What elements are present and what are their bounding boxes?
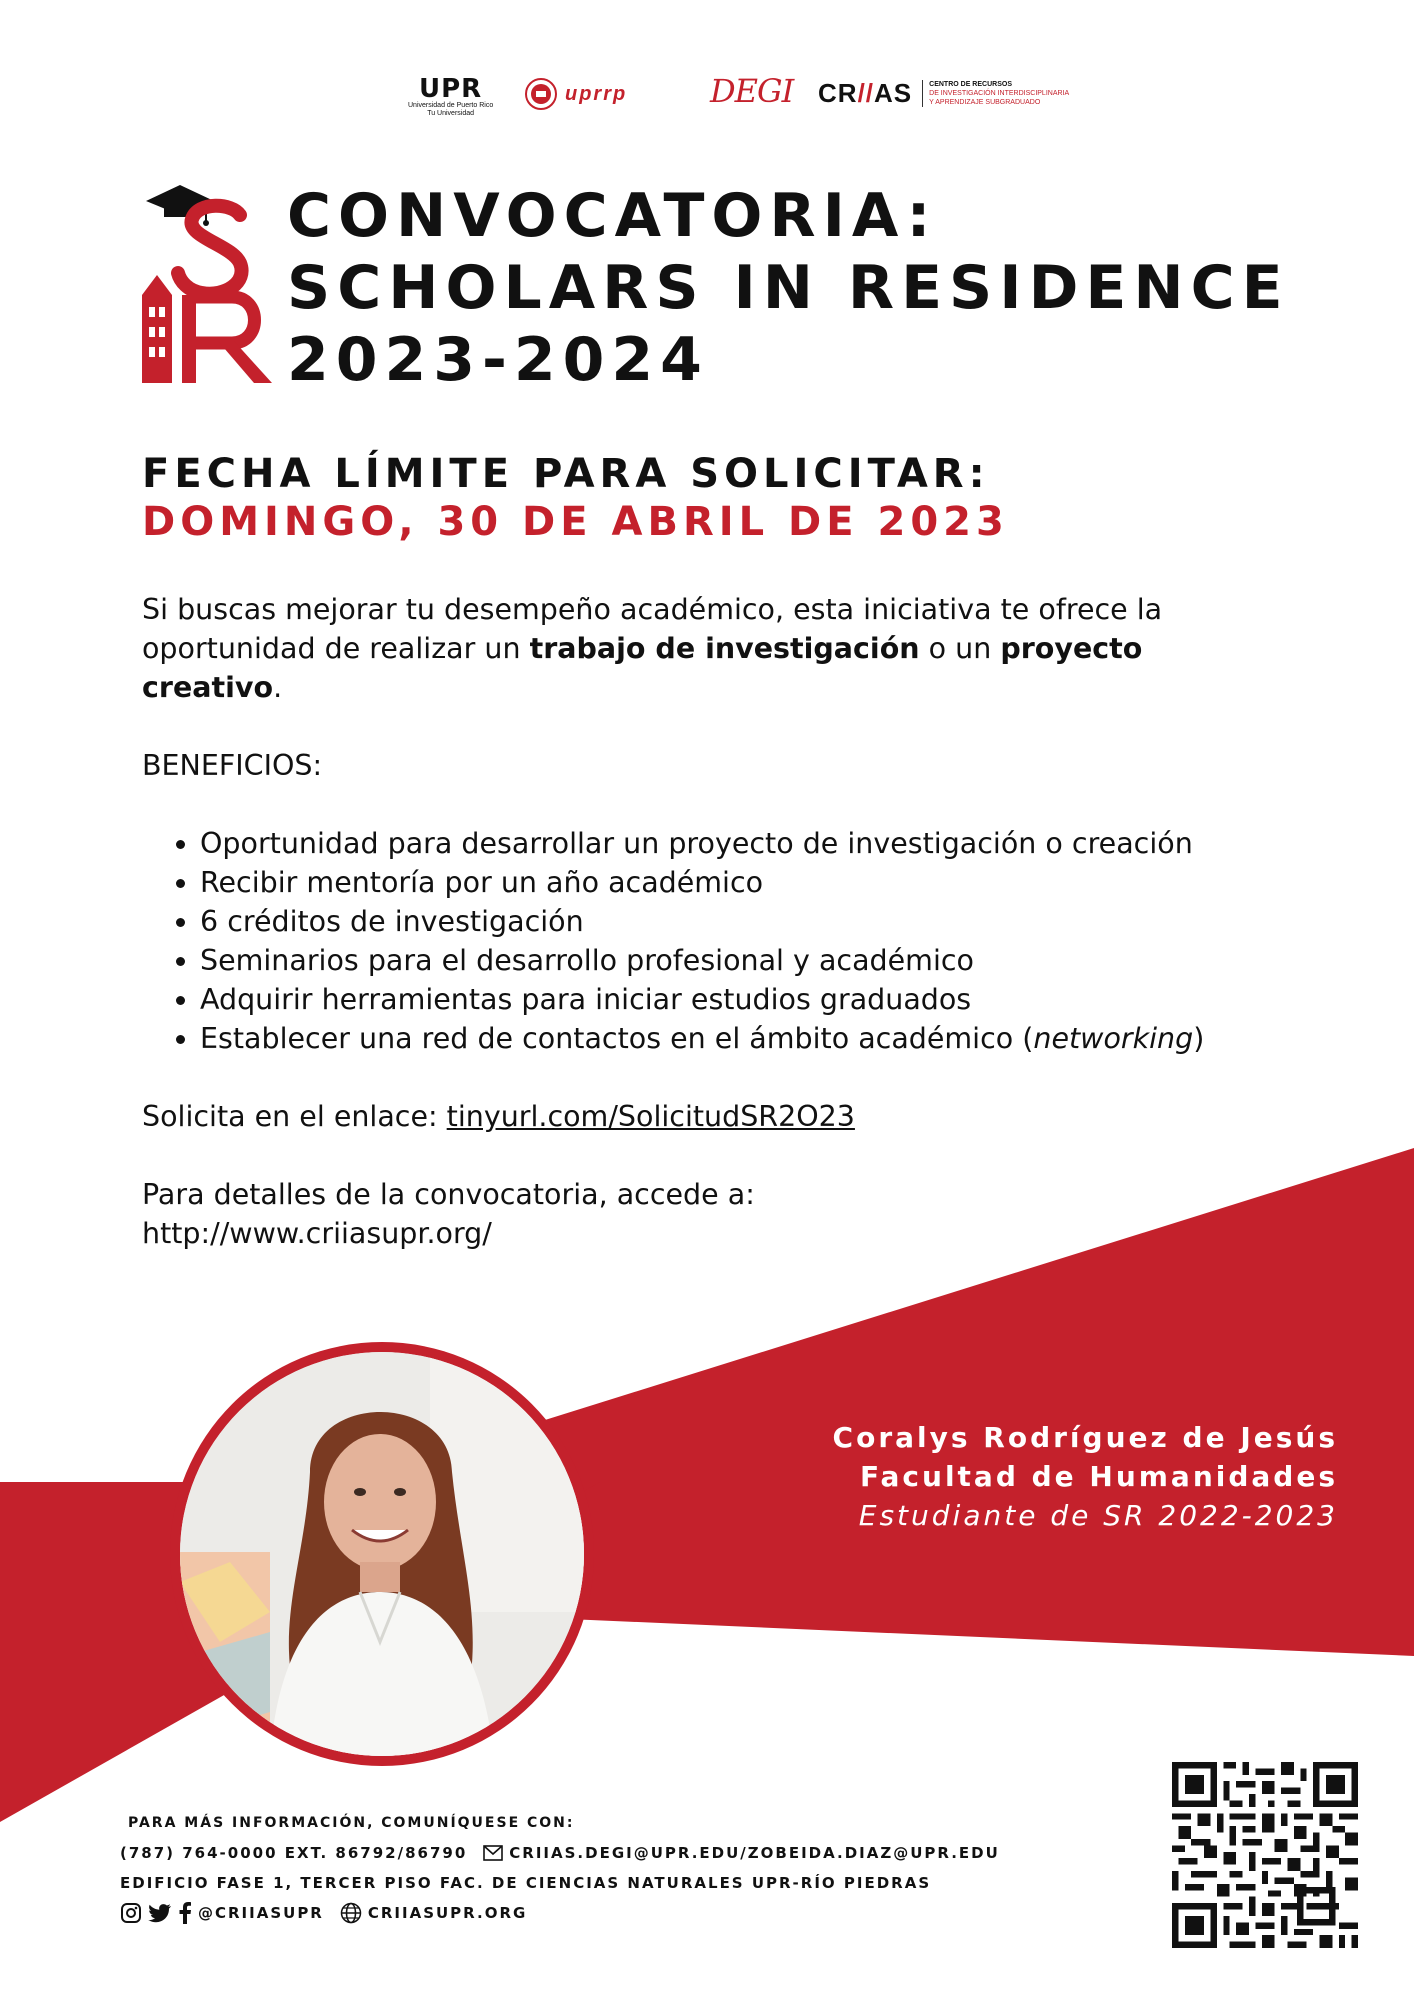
upr-logo: UPR Universidad de Puerto Rico Tu Universidad (408, 74, 494, 117)
benefits-heading: BENEFICIOS: (142, 749, 323, 782)
student-role: Estudiante de SR 2022-2023 (858, 1499, 1338, 1532)
page-title (287, 180, 1290, 396)
globe-icon (340, 1902, 362, 1924)
student-faculty: Facultad de Humanidades (860, 1460, 1338, 1493)
contact-address: EDIFICIO FASE 1, TERCER PISO FAC. DE CIENCIAS NATURALES UPR-RÍO PIEDRAS (120, 1874, 932, 1892)
list-item: • Oportunidad para desarrollar un proyecto de investigación o creación (200, 824, 1342, 863)
student-photo (180, 1352, 584, 1756)
uprrp-logo: uprrp (525, 78, 627, 110)
contact-email[interactable]: CRIIAS.DEGI@UPR.EDU/ZOBEIDA.DIAZ@UPR.EDU (509, 1844, 1000, 1862)
list-item: • Seminarios para el desarrollo profesional y académico (200, 941, 1342, 980)
social-handle[interactable]: @CRIIASUPR (198, 1904, 324, 1922)
uprrp-seal-icon (525, 78, 557, 110)
contact-heading: PARA MÁS INFORMACIÓN, COMUNÍQUESE CON: (128, 1815, 575, 1831)
degi-logo: DEGI (710, 72, 794, 110)
contact-phone[interactable]: (787) 764-0000 EXT. 86792/86790 (120, 1844, 468, 1862)
deadline-date: DOMINGO, 30 DE ABRIL DE 2023 (142, 499, 1009, 545)
details-url[interactable]: http://www.criiasupr.org/ (142, 1217, 492, 1250)
student-caption (833, 1418, 1338, 1535)
benefits-list (142, 824, 1342, 1058)
body-text (142, 590, 1342, 1253)
criias-logo: CR//AS CENTRO DE RECURSOS DE INVESTIGACIÓN INTERDISCIPLINARIA Y APRENDIZAJE SUBGRADUADO (818, 78, 1070, 108)
apply-link[interactable]: tinyurl.com/SolicitudSR2O23 (446, 1100, 855, 1133)
email-icon (483, 1845, 503, 1861)
facebook-icon[interactable] (178, 1902, 192, 1924)
list-item: • Recibir mentoría por un año académico (200, 863, 1342, 902)
list-item: • Establecer una red de contactos en el ámbito académico (networking) (200, 1019, 1342, 1058)
deadline-block (142, 450, 1009, 546)
title-line-1: CONVOCATORIA: (287, 181, 938, 251)
student-name: Coralys Rodríguez de Jesús (832, 1421, 1338, 1454)
list-item: • Adquirir herramientas para iniciar estudios graduados (200, 980, 1342, 1019)
qr-code-icon[interactable] (1172, 1762, 1358, 1948)
apply-line: Solicita en el enlace: tinyurl.com/SolicitudSR2O23 (142, 1100, 855, 1133)
contact-block (120, 1808, 1000, 1928)
twitter-icon[interactable] (148, 1902, 172, 1924)
sr-monogram-icon (140, 175, 280, 390)
title-line-2: SCHOLARS IN RESIDENCE (287, 253, 1290, 323)
contact-website[interactable]: CRIIASUPR.ORG (367, 1904, 528, 1922)
deadline-label: FECHA LÍMITE PARA SOLICITAR: (142, 451, 990, 497)
details-label: Para detalles de la convocatoria, accede a: (142, 1178, 755, 1211)
instagram-icon[interactable] (120, 1902, 142, 1924)
list-item: • 6 créditos de investigación (200, 902, 1342, 941)
intro-paragraph: Si buscas mejorar tu desempeño académico, esta iniciativa te ofrece la oportunidad de realizar un trabajo de investigación o un proyecto creativo. (142, 593, 1163, 704)
title-line-3: 2023-2024 (287, 325, 709, 395)
